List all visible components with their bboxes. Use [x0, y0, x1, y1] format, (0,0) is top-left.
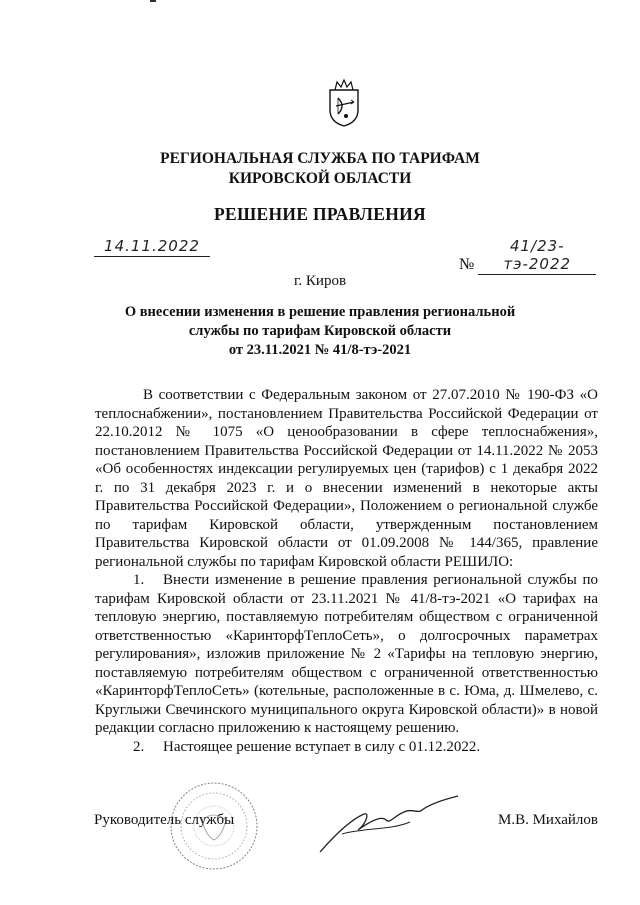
- subject-line3: от 23.11.2021 № 41/8-тэ-2021: [228, 342, 412, 358]
- decision-body: [95, 386, 598, 756]
- item-number: 2.: [133, 738, 145, 755]
- subject-line1: О внесении изменения в решение правления региональной: [124, 304, 516, 320]
- document-type-title: РЕШЕНИЕ ПРАВЛЕНИЯ: [214, 204, 426, 224]
- scan-artifact: [150, 0, 156, 2]
- item-number: 1.: [133, 572, 145, 588]
- handwritten-signature: [312, 790, 462, 860]
- signer-name: М.В. Михайлов: [497, 812, 598, 828]
- decision-item-2: [95, 738, 598, 757]
- item-text: Внести изменение в решение правления региональной службы по тарифам Кировской области от 23.11.2021 № 41/8-тэ-2021 «О тарифах на тепловую энергию, поставляемую потребителям обществом с ограниченной ответственностью «КаринторфТеплоСеть», о долгосрочных параметрах регулирования», изложив приложение № 2 «Тарифы на тепловую энергию, поставляемую потребителям обществом с ограниченной ответственностью «КаринторфТеплоСеть» (котельные, расположенные в с. Юма, д. Шмелево, с. Круглыжи Свечинского муниципального округа Кировской области)» в новой редакции согласно приложению к настоящему решению.: [95, 572, 598, 736]
- org-name-line2: КИРОВСКОЙ ОБЛАСТИ: [228, 170, 412, 187]
- number-sign: №: [459, 256, 475, 273]
- decision-date: 14.11.2022: [94, 237, 210, 257]
- item-text: Настоящее решение вступает в силу с 01.12.2022.: [163, 738, 481, 755]
- preamble-paragraph: В соответствии с Федеральным законом от 27.07.2010 № 190-ФЗ «О теплоснабжении», постановлением Правительства Российской Федерации от 22.10.2012 № 1075 «О ценообразовании в сфере теплоснабжения», постановлением Правительства Российской Федерации от 14.11.2022 № 2053 «Об особенностях индексации регулируемых цен (тарифов) с 1 декабря 2022 г. по 31 декабря 2023 г. и о внесении изменений в некоторые акты Правительства Российской Федерации», Положением о региональной службе по тарифам Кировской области, утвержденным постановлением Правительства Кировской области от 01.09.2008 № 144/365, правление региональной службы по тарифам Кировской области РЕШИЛО:: [95, 387, 598, 570]
- kirov-coat-of-arms-icon: [326, 76, 362, 128]
- org-name-line1: РЕГИОНАЛЬНАЯ СЛУЖБА ПО ТАРИФАМ: [160, 150, 480, 167]
- subject-line2: службы по тарифам Кировской области: [188, 323, 452, 339]
- city-line: г. Киров: [293, 273, 347, 289]
- decision-number-block: [459, 237, 596, 275]
- decision-item-1: [95, 571, 598, 738]
- decision-number: 41/23-тэ-2022: [478, 237, 596, 275]
- signer-position: Руководитель службы: [94, 812, 235, 828]
